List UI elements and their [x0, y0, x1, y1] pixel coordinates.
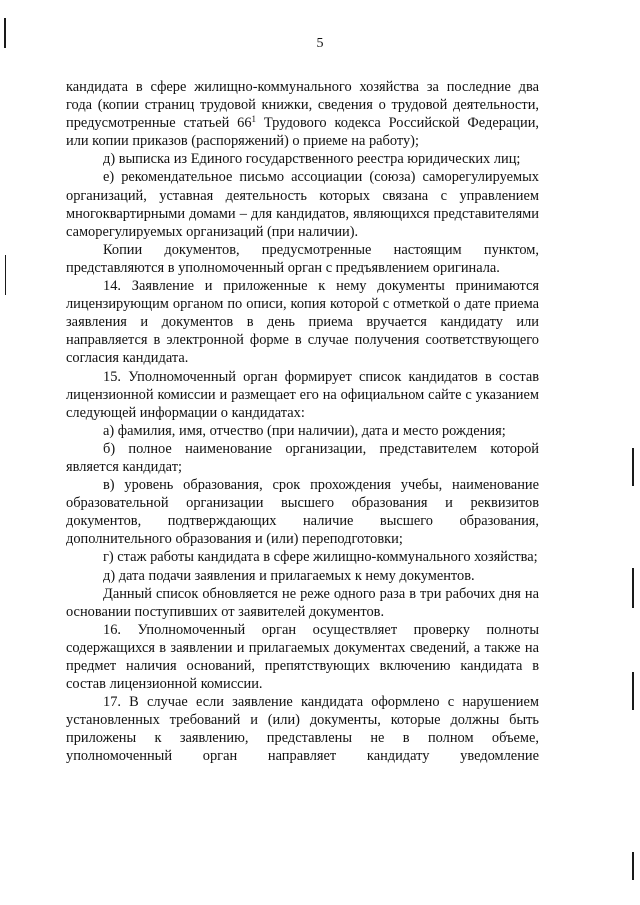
paragraph-1	[66, 78, 539, 150]
paragraph-12: Данный список обновляется не реже одного раза в три рабочих дня на основании поступивших от заявителей документов.	[66, 585, 539, 620]
paragraph-2: д) выписка из Единого государственного реестра юридических лиц;	[103, 151, 521, 168]
paragraph-8: б) полное наименование организации, представителем которой является кандидат;	[66, 440, 539, 475]
paragraph-11: д) дата подачи заявления и прилагаемых к нему документов.	[103, 567, 475, 584]
paragraph-10: г) стаж работы кандидата в сфере жилищно-коммунального хозяйства;	[103, 549, 538, 566]
paragraph-6: 15. Уполномоченный орган формирует список кандидатов в состав лицензионной комиссии и размещает его на официальном сайте с указанием следующей информации о кандидатах:	[66, 368, 539, 421]
paragraph-7: а) фамилия, имя, отчество (при наличии), дата и место рождения;	[103, 422, 506, 439]
paragraph-4: Копии документов, предусмотренные настоящим пунктом, представляются в уполномоченный орган с предъявлением оригинала.	[66, 241, 539, 276]
paragraph-3: е) рекомендательное письмо ассоциации (союза) саморегулируемых организаций, уставная деятельность которых связана с управлением многоквартирными домами – для кандидатов, являющихся представителями саморегулируемых организаций (при наличии).	[66, 169, 539, 240]
paragraph-9: в) уровень образования, срок прохождения учебы, наименование образовательной организации высшего образования и реквизитов документов, подтверждающих наличие высшего образования, дополнительного образования и (или) переподготовки;	[66, 477, 539, 548]
page-number: 5	[316, 36, 324, 51]
scan-mark-left	[4, 18, 6, 48]
scan-mark-right-3	[632, 672, 634, 710]
paragraph-1-text-after: Трудового кодекса Российской Федерации, или копии приказов (распоряжений) о приеме на работу);	[66, 115, 539, 150]
scan-mark-left-2	[5, 255, 6, 295]
article-superscript: 1	[251, 114, 257, 125]
paragraph-1-text: кандидата в сфере жилищно-коммунального хозяйства за последние два года (копии страниц трудовой книжки, сведения о трудовой деятельности, предусмотренные статьей 66	[66, 79, 539, 132]
document-body	[66, 78, 539, 766]
scan-mark-right-2	[632, 568, 634, 608]
scan-mark-right-4	[632, 852, 634, 880]
paragraph-13: 16. Уполномоченный орган осуществляет проверку полноты содержащихся в заявлении и прилагаемых документах сведений, а также на предмет наличия оснований, препятствующих включению кандидата в состав лицензионной комиссии.	[66, 621, 539, 693]
scan-mark-right-1	[632, 448, 634, 486]
paragraph-5: 14. Заявление и приложенные к нему документы принимаются лицензирующим органом по описи, копия которой с отметкой о дате приема заявления и документов в день приема вручается кандидату или направляется в электронной форме в случае получения соответствующего согласия кандидата.	[66, 278, 539, 367]
paragraph-14: 17. В случае если заявление кандидата оформлено с нарушением установленных требований и (или) документы, которые должны быть приложены к заявлению, представлены не в полном объеме, уполномоченный орган направляет кандидату уведомление	[66, 694, 539, 765]
